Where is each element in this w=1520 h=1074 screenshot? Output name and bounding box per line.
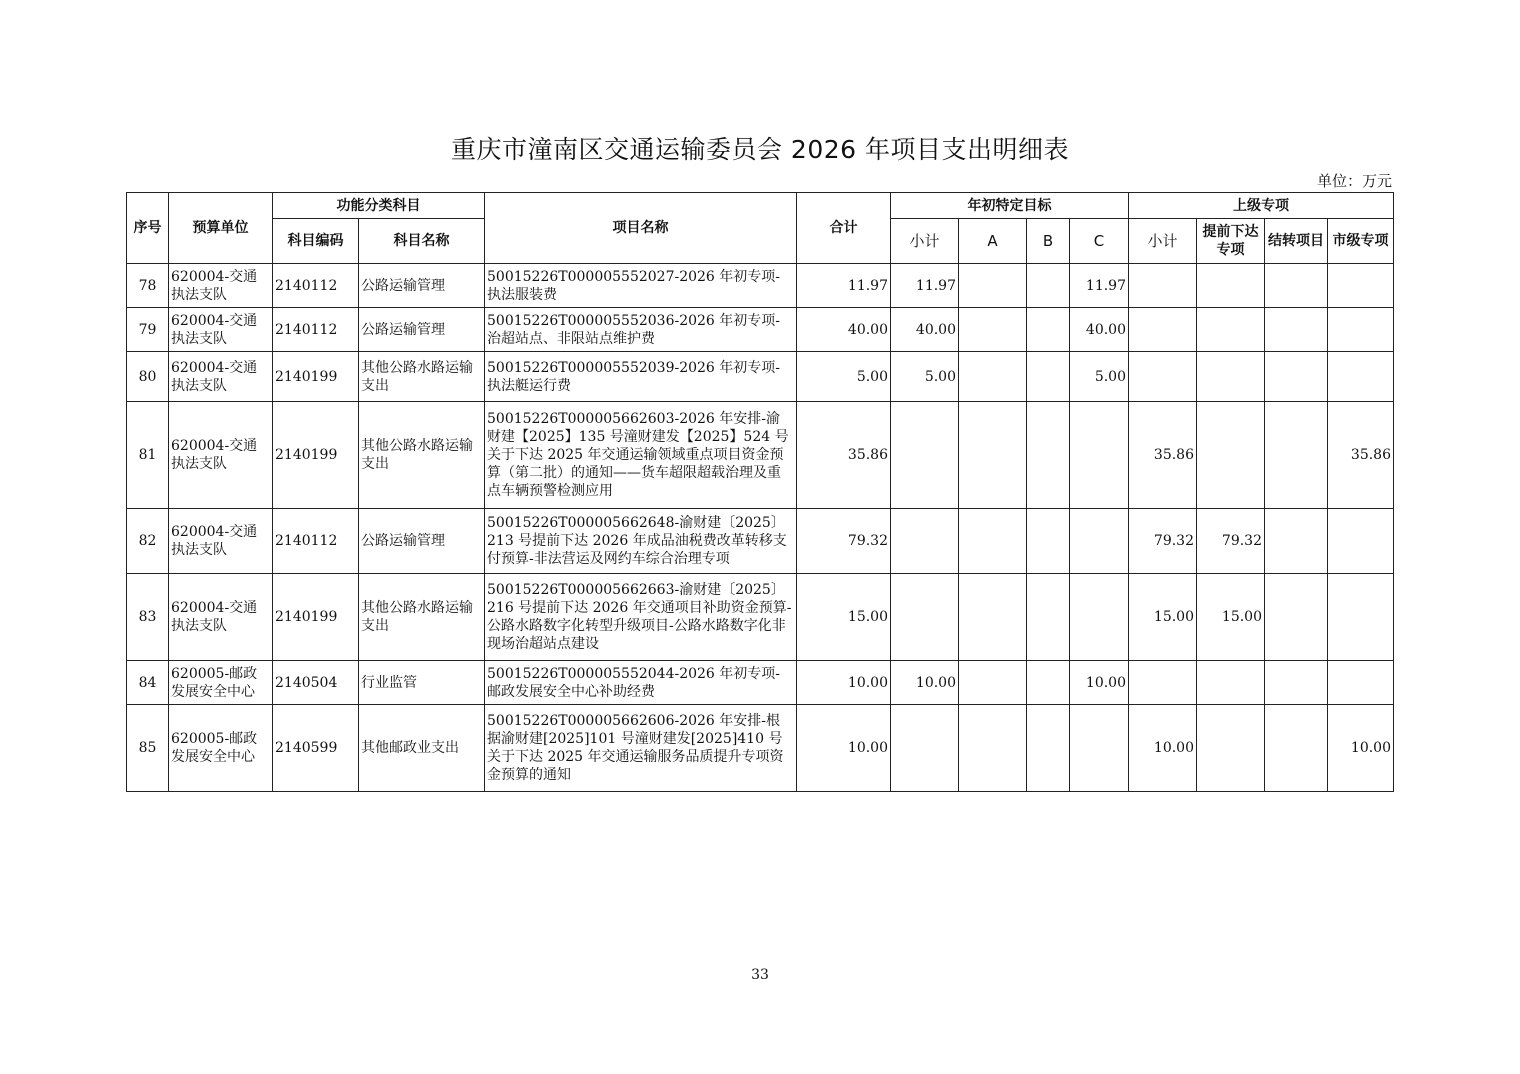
up-advance-cell: 79.32 bbox=[1197, 509, 1265, 574]
up-carry-cell bbox=[1265, 661, 1328, 705]
subject-name-cell: 其他公路水路运输支出 bbox=[359, 574, 485, 661]
up-city-cell: 35.86 bbox=[1328, 402, 1394, 509]
table-row bbox=[127, 352, 1394, 402]
seq-cell: 84 bbox=[127, 661, 169, 705]
yt-b-cell bbox=[1027, 264, 1070, 308]
project-name-cell: 50015226T000005662606-2026 年安排-根据渝财建[2025]101 号潼财建发[2025]410 号关于下达 2025 年交通运输服务品质提升专项资金预算的通知 bbox=[485, 705, 797, 792]
yt-b-cell bbox=[1027, 402, 1070, 509]
yt-a-cell bbox=[959, 509, 1027, 574]
project-name-cell: 50015226T000005552036-2026 年初专项-治超站点、非限站点维护费 bbox=[485, 308, 797, 352]
yt-a-cell bbox=[959, 661, 1027, 705]
project-name-cell: 50015226T000005662603-2026 年安排-渝财建【2025】135 号潼财建发【2025】524 号关于下达 2025 年交通运输领域重点项目资金预算（第二批）的通知——货车超限超载治理及重点车辆预警检测应用 bbox=[485, 402, 797, 509]
seq-cell: 82 bbox=[127, 509, 169, 574]
header-up-carry: 结转项目 bbox=[1265, 219, 1328, 264]
up-advance-cell bbox=[1197, 705, 1265, 792]
subject-code-cell: 2140199 bbox=[273, 402, 359, 509]
table-row bbox=[127, 509, 1394, 574]
budget-table bbox=[126, 192, 1394, 792]
project-name-cell: 50015226T000005662648-渝财建〔2025〕213 号提前下达 2026 年成品油税费改革转移支付预算-非法营运及网约车综合治理专项 bbox=[485, 509, 797, 574]
budget-unit-cell: 620005-邮政发展安全中心 bbox=[169, 705, 273, 792]
subject-code-cell: 2140199 bbox=[273, 352, 359, 402]
header-seq: 序号 bbox=[127, 193, 169, 264]
table-row bbox=[127, 264, 1394, 308]
yt-c-cell bbox=[1070, 402, 1129, 509]
yt-subtotal-cell bbox=[891, 705, 959, 792]
project-name-cell: 50015226T000005552039-2026 年初专项-执法艇运行费 bbox=[485, 352, 797, 402]
seq-cell: 85 bbox=[127, 705, 169, 792]
yt-b-cell bbox=[1027, 509, 1070, 574]
yt-a-cell bbox=[959, 352, 1027, 402]
yt-subtotal-cell: 40.00 bbox=[891, 308, 959, 352]
budget-unit-cell: 620005-邮政发展安全中心 bbox=[169, 661, 273, 705]
yt-a-cell bbox=[959, 402, 1027, 509]
up-subtotal-cell: 79.32 bbox=[1129, 509, 1197, 574]
yt-c-cell: 10.00 bbox=[1070, 661, 1129, 705]
budget-unit-cell: 620004-交通执法支队 bbox=[169, 574, 273, 661]
subject-name-cell: 行业监管 bbox=[359, 661, 485, 705]
up-subtotal-cell bbox=[1129, 661, 1197, 705]
header-yt-a: A bbox=[959, 219, 1027, 264]
up-carry-cell bbox=[1265, 264, 1328, 308]
total-cell: 10.00 bbox=[797, 705, 891, 792]
yt-b-cell bbox=[1027, 661, 1070, 705]
yt-c-cell bbox=[1070, 509, 1129, 574]
seq-cell: 79 bbox=[127, 308, 169, 352]
up-carry-cell bbox=[1265, 352, 1328, 402]
up-carry-cell bbox=[1265, 705, 1328, 792]
up-carry-cell bbox=[1265, 509, 1328, 574]
yt-subtotal-cell: 10.00 bbox=[891, 661, 959, 705]
yt-a-cell bbox=[959, 264, 1027, 308]
yt-c-cell bbox=[1070, 705, 1129, 792]
yt-b-cell bbox=[1027, 308, 1070, 352]
header-yt-subtotal: 小计 bbox=[891, 219, 959, 264]
subject-name-cell: 其他公路水路运输支出 bbox=[359, 402, 485, 509]
total-cell: 5.00 bbox=[797, 352, 891, 402]
total-cell: 40.00 bbox=[797, 308, 891, 352]
yt-subtotal-cell bbox=[891, 402, 959, 509]
up-carry-cell bbox=[1265, 402, 1328, 509]
seq-cell: 78 bbox=[127, 264, 169, 308]
up-subtotal-cell: 15.00 bbox=[1129, 574, 1197, 661]
up-advance-cell bbox=[1197, 308, 1265, 352]
subject-name-cell: 公路运输管理 bbox=[359, 264, 485, 308]
yt-c-cell: 5.00 bbox=[1070, 352, 1129, 402]
budget-unit-cell: 620004-交通执法支队 bbox=[169, 264, 273, 308]
yt-a-cell bbox=[959, 308, 1027, 352]
up-city-cell bbox=[1328, 574, 1394, 661]
up-carry-cell bbox=[1265, 308, 1328, 352]
subject-name-cell: 其他公路水路运输支出 bbox=[359, 352, 485, 402]
seq-cell: 80 bbox=[127, 352, 169, 402]
seq-cell: 83 bbox=[127, 574, 169, 661]
subject-name-cell: 公路运输管理 bbox=[359, 308, 485, 352]
header-up-advance: 提前下达专项 bbox=[1197, 219, 1265, 264]
header-budget-unit: 预算单位 bbox=[169, 193, 273, 264]
yt-subtotal-cell: 5.00 bbox=[891, 352, 959, 402]
header-yt-c: C bbox=[1070, 219, 1129, 264]
header-project-name: 项目名称 bbox=[485, 193, 797, 264]
up-city-cell bbox=[1328, 308, 1394, 352]
subject-name-cell: 公路运输管理 bbox=[359, 509, 485, 574]
yt-a-cell bbox=[959, 705, 1027, 792]
total-cell: 11.97 bbox=[797, 264, 891, 308]
total-cell: 35.86 bbox=[797, 402, 891, 509]
header-up-city: 市级专项 bbox=[1328, 219, 1394, 264]
project-name-cell: 50015226T000005552027-2026 年初专项-执法服装费 bbox=[485, 264, 797, 308]
header-func-class: 功能分类科目 bbox=[273, 193, 485, 219]
table-row bbox=[127, 402, 1394, 509]
subject-code-cell: 2140112 bbox=[273, 264, 359, 308]
budget-unit-cell: 620004-交通执法支队 bbox=[169, 402, 273, 509]
up-city-cell bbox=[1328, 264, 1394, 308]
header-subject-name: 科目名称 bbox=[359, 219, 485, 264]
page-number: 33 bbox=[751, 967, 769, 983]
yt-c-cell: 40.00 bbox=[1070, 308, 1129, 352]
up-subtotal-cell bbox=[1129, 308, 1197, 352]
page-title: 重庆市潼南区交通运输委员会 2026 年项目支出明细表 bbox=[450, 135, 1070, 164]
yt-b-cell bbox=[1027, 352, 1070, 402]
table-row bbox=[127, 308, 1394, 352]
header-year-target: 年初特定目标 bbox=[891, 193, 1129, 219]
up-advance-cell bbox=[1197, 402, 1265, 509]
yt-b-cell bbox=[1027, 705, 1070, 792]
up-advance-cell bbox=[1197, 264, 1265, 308]
total-cell: 79.32 bbox=[797, 509, 891, 574]
header-total: 合计 bbox=[797, 193, 891, 264]
subject-code-cell: 2140199 bbox=[273, 574, 359, 661]
header-subject-code: 科目编码 bbox=[273, 219, 359, 264]
up-carry-cell bbox=[1265, 574, 1328, 661]
up-subtotal-cell: 35.86 bbox=[1129, 402, 1197, 509]
total-cell: 15.00 bbox=[797, 574, 891, 661]
subject-code-cell: 2140599 bbox=[273, 705, 359, 792]
header-up-subtotal: 小计 bbox=[1129, 219, 1197, 264]
up-city-cell bbox=[1328, 352, 1394, 402]
subject-name-cell: 其他邮政业支出 bbox=[359, 705, 485, 792]
yt-a-cell bbox=[959, 574, 1027, 661]
up-subtotal-cell: 10.00 bbox=[1129, 705, 1197, 792]
subject-code-cell: 2140504 bbox=[273, 661, 359, 705]
yt-subtotal-cell bbox=[891, 509, 959, 574]
up-advance-cell bbox=[1197, 661, 1265, 705]
up-subtotal-cell bbox=[1129, 264, 1197, 308]
yt-subtotal-cell: 11.97 bbox=[891, 264, 959, 308]
header-upper: 上级专项 bbox=[1129, 193, 1394, 219]
table-row bbox=[127, 705, 1394, 792]
header-yt-b: B bbox=[1027, 219, 1070, 264]
up-city-cell bbox=[1328, 509, 1394, 574]
up-city-cell bbox=[1328, 661, 1394, 705]
up-advance-cell bbox=[1197, 352, 1265, 402]
yt-c-cell: 11.97 bbox=[1070, 264, 1129, 308]
total-cell: 10.00 bbox=[797, 661, 891, 705]
project-name-cell: 50015226T000005552044-2026 年初专项-邮政发展安全中心补助经费 bbox=[485, 661, 797, 705]
seq-cell: 81 bbox=[127, 402, 169, 509]
subject-code-cell: 2140112 bbox=[273, 509, 359, 574]
unit-label: 单位：万元 bbox=[1316, 172, 1392, 190]
project-name-cell: 50015226T000005662663-渝财建〔2025〕216 号提前下达 2026 年交通项目补助资金预算-公路水路数字化转型升级项目-公路水路数字化非现场治超站点建设 bbox=[485, 574, 797, 661]
budget-unit-cell: 620004-交通执法支队 bbox=[169, 352, 273, 402]
up-subtotal-cell bbox=[1129, 352, 1197, 402]
up-city-cell: 10.00 bbox=[1328, 705, 1394, 792]
subject-code-cell: 2140112 bbox=[273, 308, 359, 352]
table-row bbox=[127, 661, 1394, 705]
yt-subtotal-cell bbox=[891, 574, 959, 661]
budget-unit-cell: 620004-交通执法支队 bbox=[169, 509, 273, 574]
table-row bbox=[127, 574, 1394, 661]
yt-b-cell bbox=[1027, 574, 1070, 661]
up-advance-cell: 15.00 bbox=[1197, 574, 1265, 661]
yt-c-cell bbox=[1070, 574, 1129, 661]
budget-unit-cell: 620004-交通执法支队 bbox=[169, 308, 273, 352]
